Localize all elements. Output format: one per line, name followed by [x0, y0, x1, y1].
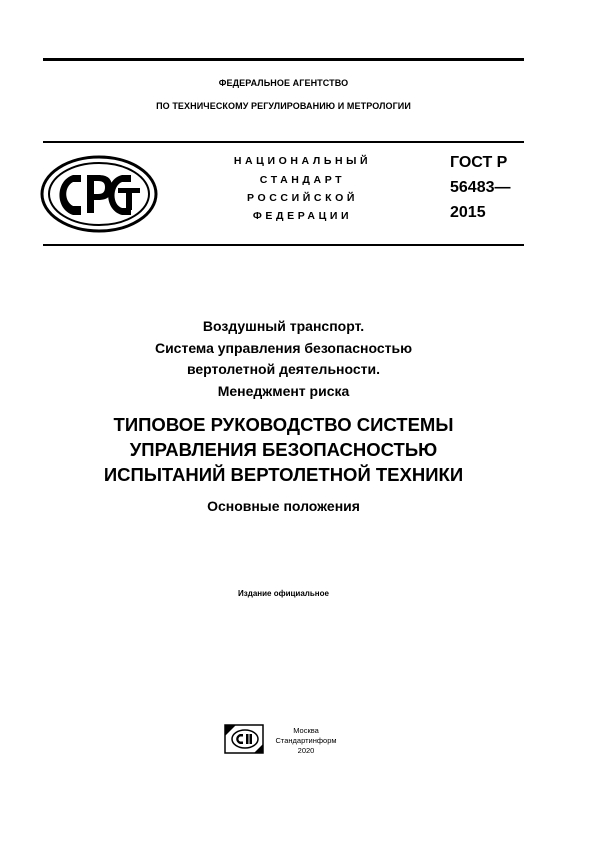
title-line-2: Система управления безопасностью	[154, 340, 413, 356]
designation-line-1: ГОСТ Р	[450, 154, 508, 171]
main-title-line-2: УПРАВЛЕНИЯ БЕЗОПАСНОСТЬЮ	[129, 439, 438, 460]
title-line-4: Менеджмент риска	[217, 383, 350, 399]
publisher-year: 2020	[297, 746, 315, 755]
publisher-city: Москва	[293, 726, 319, 735]
title-line-3: вертолетной деятельности.	[186, 361, 381, 377]
rst-emblem-icon	[40, 155, 158, 233]
standartinform-logo-icon	[224, 724, 264, 754]
top-rule	[43, 58, 524, 61]
designation-line-2: 56483—	[450, 179, 511, 196]
agency-line-1: ФЕДЕРАЛЬНОЕ АГЕНТСТВО	[218, 78, 349, 88]
main-title-line-1: ТИПОВОЕ РУКОВОДСТВО СИСТЕМЫ	[113, 414, 454, 435]
standard-type-line-2: СТАНДАРТ	[259, 174, 346, 186]
middle-rule	[43, 141, 524, 143]
standard-type-line-1: НАЦИОНАЛЬНЫЙ	[233, 155, 372, 167]
subtitle: Основные положения	[207, 498, 360, 514]
main-title-line-3: ИСПЫТАНИЙ ВЕРТОЛЕТНОЙ ТЕХНИКИ	[103, 464, 464, 485]
agency-line-2: ПО ТЕХНИЧЕСКОМУ РЕГУЛИРОВАНИЮ И МЕТРОЛОГИИ	[156, 101, 411, 111]
edition-note: Издание официальное	[238, 589, 329, 598]
standard-type-line-3: РОССИЙСКОЙ	[247, 192, 358, 204]
publisher-name: Стандартинформ	[275, 736, 337, 745]
bottom-rule	[43, 244, 524, 246]
title-line-1: Воздушный транспорт.	[202, 318, 365, 334]
designation-line-3: 2015	[450, 204, 486, 221]
standard-type-line-4: ФЕДЕРАЦИИ	[252, 210, 353, 222]
